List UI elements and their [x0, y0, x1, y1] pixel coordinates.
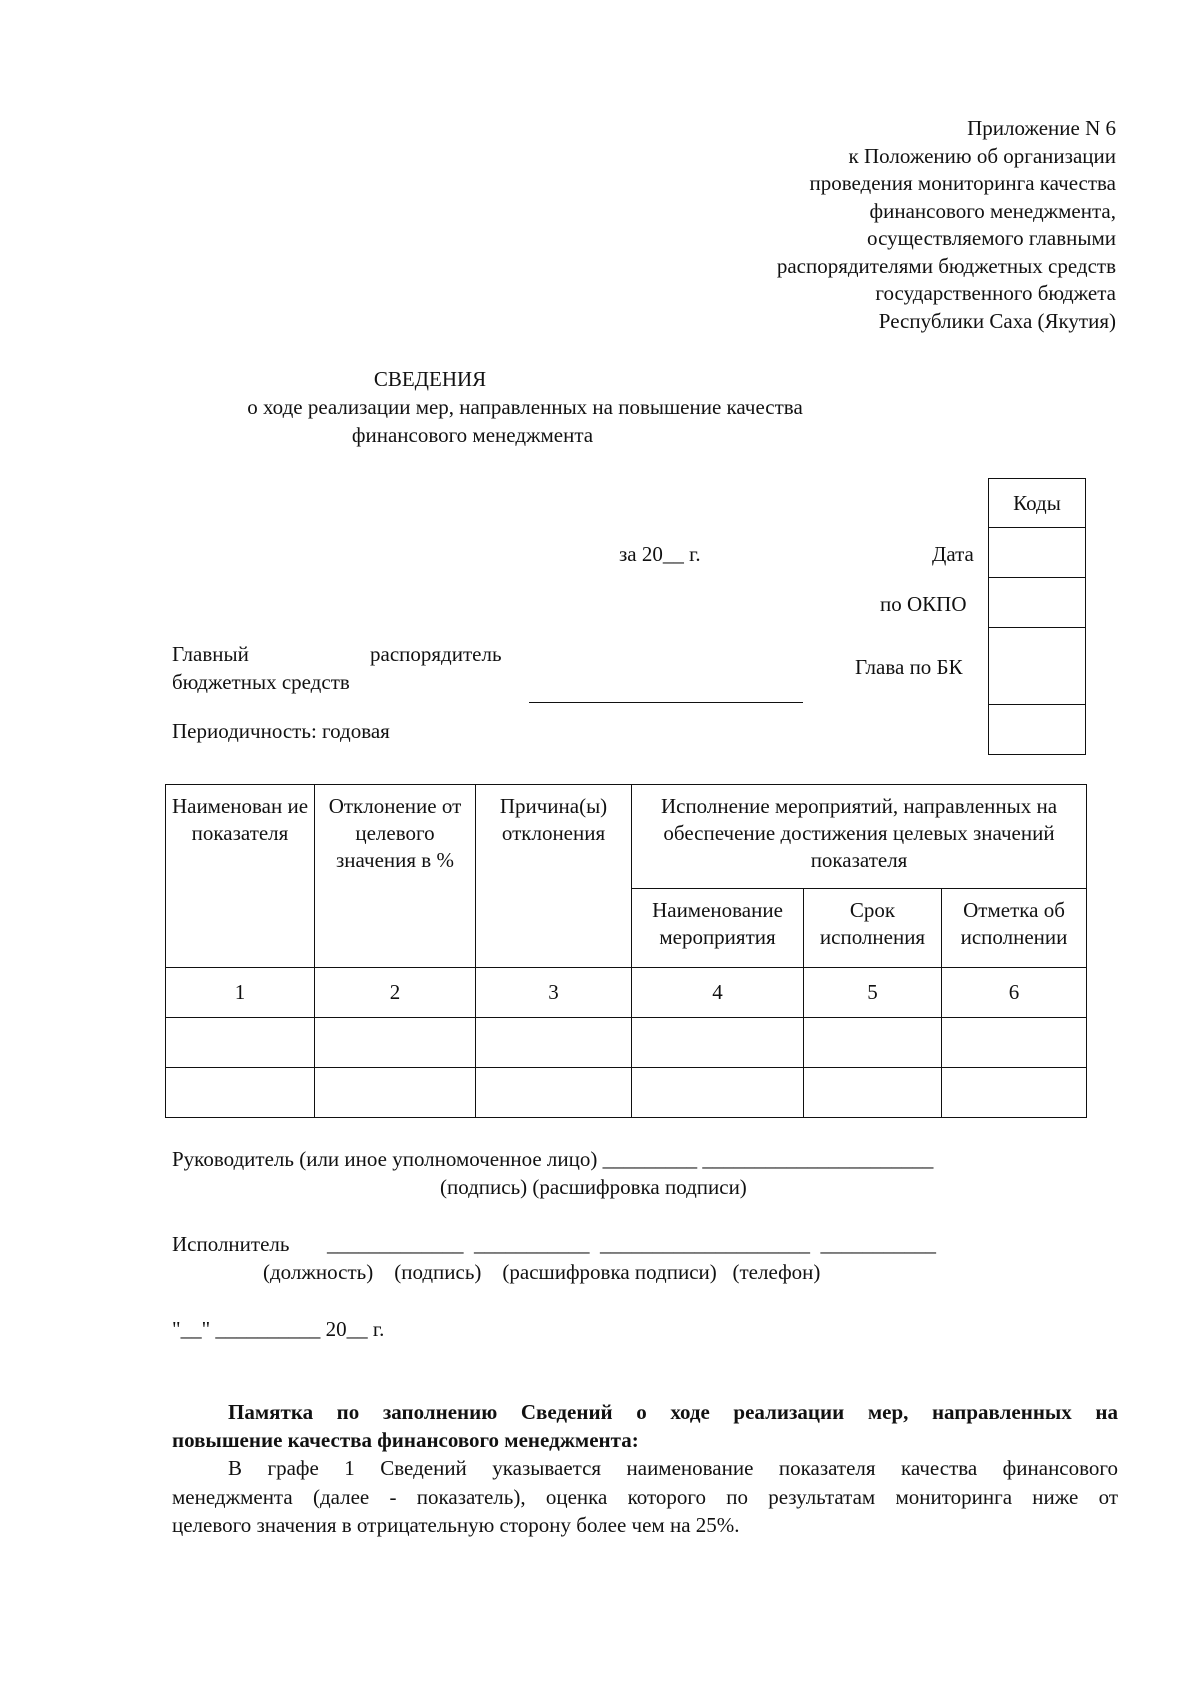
memo-body-line2: менеджмента (далее - показатель), оценка которого по результатам мониторинга ниже от: [172, 1484, 1118, 1509]
table-cell[interactable]: [804, 1018, 942, 1068]
table-row: [166, 1068, 1087, 1118]
col-number: 5: [804, 968, 942, 1018]
grbs-label-line2: бюджетных средств: [172, 670, 350, 694]
table-cell[interactable]: [942, 1018, 1087, 1068]
executor-label: Исполнитель: [172, 1232, 290, 1256]
col-reason-header: Причина(ы) отклонения: [476, 785, 632, 968]
measures-table: [165, 784, 1087, 1118]
col-number: 1: [166, 968, 315, 1018]
executor-signature-caption: (должность) (подпись) (расшифровка подписи) (телефон): [263, 1260, 821, 1284]
table-cell[interactable]: [476, 1018, 632, 1068]
grbs-name-field[interactable]: [529, 702, 803, 703]
executor-signature-blanks: _____________ ___________ ____________________ ___________: [327, 1232, 936, 1256]
table-cell[interactable]: [632, 1068, 804, 1118]
okpo-label: по ОКПО: [880, 592, 967, 616]
document-title: СВЕДЕНИЯ: [373, 367, 487, 391]
col-completion-mark-header: Отметка об исполнении: [942, 889, 1087, 968]
document-subtitle: о ходе реализации мер, направленных на повышение качества: [247, 395, 803, 419]
memo-heading-line2: повышение качества финансового менеджмента:: [172, 1428, 639, 1452]
col-number: 3: [476, 968, 632, 1018]
table-cell[interactable]: [632, 1018, 804, 1068]
appendix-line: осуществляемого главными: [867, 226, 1116, 250]
period-label: за 20__ г.: [619, 542, 701, 566]
col-deadline-header: Срок исполнения: [804, 889, 942, 968]
col-execution-group-header: Исполнение мероприятий, направленных на обеспечение достижения целевых значений показателя: [632, 785, 1087, 889]
table-row: [166, 1018, 1087, 1068]
grbs-label-word2: распорядитель: [370, 642, 502, 666]
appendix-line: Приложение N 6: [967, 116, 1116, 140]
codes-header: Коды: [989, 479, 1086, 528]
table-cell[interactable]: [804, 1068, 942, 1118]
code-date-cell[interactable]: [989, 528, 1086, 578]
appendix-line: проведения мониторинга качества: [809, 171, 1116, 195]
head-signature-caption: (подпись) (расшифровка подписи): [440, 1175, 747, 1199]
chapter-label: Глава по БК: [855, 655, 963, 679]
memo-body-line1: В графе 1 Сведений указывается наименование показателя качества финансового: [228, 1456, 1118, 1480]
appendix-line: Республики Саха (Якутия): [878, 308, 1116, 333]
table-cell[interactable]: [166, 1068, 315, 1118]
table-cell[interactable]: [942, 1068, 1087, 1118]
table-cell[interactable]: [315, 1068, 476, 1118]
col-number: 2: [315, 968, 476, 1018]
memo-heading: [172, 1398, 1118, 1454]
document-subtitle-continued: финансового менеджмента: [351, 423, 594, 447]
appendix-reference: [640, 115, 1116, 335]
appendix-line: распорядителями бюджетных средств: [776, 253, 1116, 278]
periodicity: Периодичность: годовая: [172, 719, 390, 743]
memo-body-line3: целевого значения в отрицательную сторону более чем на 25%.: [172, 1513, 740, 1537]
code-extra-cell[interactable]: [989, 705, 1086, 755]
memo-body: [172, 1454, 1118, 1540]
code-okpo-cell[interactable]: [989, 578, 1086, 628]
date-label: Дата: [932, 542, 974, 566]
appendix-line: финансового менеджмента,: [869, 198, 1116, 223]
head-signature-line: Руководитель (или иное уполномоченное лицо) _________ ______________________: [172, 1147, 934, 1171]
table-cell[interactable]: [166, 1018, 315, 1068]
table-cell[interactable]: [315, 1018, 476, 1068]
signature-date-line: "__" __________ 20__ г.: [172, 1317, 385, 1341]
codes-table: [988, 478, 1086, 755]
col-number: 4: [632, 968, 804, 1018]
col-measure-name-header: Наименование мероприятия: [632, 889, 804, 968]
grbs-label-word1: Главный: [172, 642, 249, 666]
memo-heading-line1: Памятка по заполнению Сведений о ходе реализации мер, направленных на: [228, 1400, 1118, 1424]
appendix-line: государственного бюджета: [875, 281, 1116, 305]
col-deviation-header: Отклонение от целевого значения в %: [315, 785, 476, 968]
code-chapter-cell[interactable]: [989, 628, 1086, 705]
appendix-line: к Положению об организации: [848, 143, 1116, 168]
col-indicator-name-header: Наименован ие показателя: [166, 785, 315, 968]
col-number: 6: [942, 968, 1087, 1018]
table-cell[interactable]: [476, 1068, 632, 1118]
